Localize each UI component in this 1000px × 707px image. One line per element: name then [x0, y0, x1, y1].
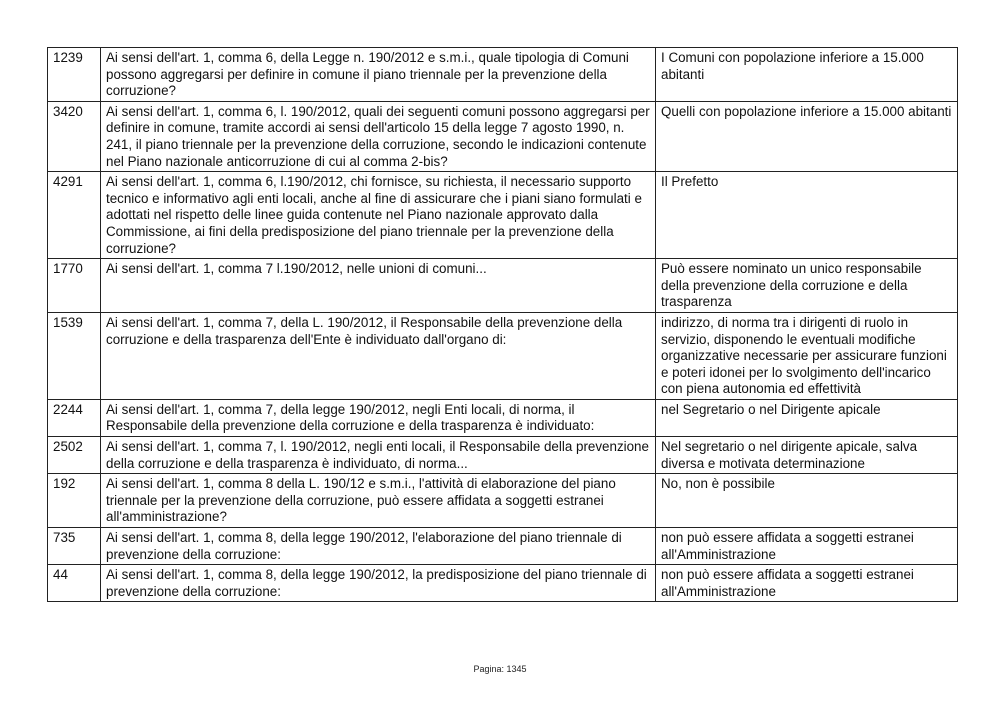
question-id: 1770 — [48, 259, 101, 313]
question-id: 1539 — [48, 312, 101, 399]
answer-text: Può essere nominato un unico responsabile della prevenzione della corruzione e della trasparenza — [656, 259, 958, 313]
table-row — [48, 399, 958, 436]
question-text: Ai sensi dell'art. 1, comma 6, l. 190/2012, quali dei seguenti comuni possono aggregarsi per definire in comune, tramite accordi ai sensi dell'articolo 15 della legge 7 agosto 1990, n. 241, il piano triennale per la prevenzione della corruzione, secondo le indicazioni contenute nel Piano nazionale anticorruzione di cui al comma 2-bis? — [101, 101, 656, 171]
answer-text: Nel segretario o nel dirigente apicale, salva diversa e motivata determinazione — [656, 437, 958, 474]
question-id: 44 — [48, 565, 101, 602]
table-row — [48, 528, 958, 565]
question-id: 2244 — [48, 399, 101, 436]
answer-text: Il Prefetto — [656, 172, 958, 259]
table-row — [48, 437, 958, 474]
table-row — [48, 474, 958, 528]
table-row — [48, 172, 958, 259]
question-id: 4291 — [48, 172, 101, 259]
question-id: 192 — [48, 474, 101, 528]
question-text: Ai sensi dell'art. 1, comma 7, l. 190/2012, negli enti locali, il Responsabile della prevenzione della corruzione e della trasparenza è individuato, di norma... — [101, 437, 656, 474]
table-row — [48, 259, 958, 313]
question-text: Ai sensi dell'art. 1, comma 8, della legge 190/2012, l'elaborazione del piano triennale di prevenzione della corruzione: — [101, 528, 656, 565]
table-row — [48, 101, 958, 171]
question-text: Ai sensi dell'art. 1, comma 6, l.190/2012, chi fornisce, su richiesta, il necessario supporto tecnico e informativo agli enti locali, anche al fine di assicurare che i piani siano formulati e adottati nel rispetto delle linee guida contenute nel Piano nazionale approvato dalla Commissione, ai fini della predisposizione del piano triennale per la prevenzione della corruzione? — [101, 172, 656, 259]
answer-text: non può essere affidata a soggetti estranei all'Amministrazione — [656, 528, 958, 565]
question-id: 1239 — [48, 48, 101, 102]
table-row — [48, 565, 958, 602]
question-text: Ai sensi dell'art. 1, comma 6, della Legge n. 190/2012 e s.m.i., quale tipologia di Comuni possono aggregarsi per definire in comune il piano triennale per la prevenzione della corruzione? — [101, 48, 656, 102]
answer-text: No, non è possibile — [656, 474, 958, 528]
answer-text: non può essere affidata a soggetti estranei all'Amministrazione — [656, 565, 958, 602]
question-text: Ai sensi dell'art. 1, comma 8, della legge 190/2012, la predisposizione del piano triennale di prevenzione della corruzione: — [101, 565, 656, 602]
table-row — [48, 48, 958, 102]
question-id: 735 — [48, 528, 101, 565]
questions-table — [47, 47, 958, 602]
question-text: Ai sensi dell'art. 1, comma 7 l.190/2012, nelle unioni di comuni... — [101, 259, 656, 313]
question-text: Ai sensi dell'art. 1, comma 8 della L. 190/12 e s.m.i., l'attività di elaborazione del piano triennale per la prevenzione della corruzione, può essere affidata a soggetti estranei all'amministrazione? — [101, 474, 656, 528]
answer-text: indirizzo, di norma tra i dirigenti di ruolo in servizio, disponendo le eventuali modifiche organizzative necessarie per assicurare funzioni e poteri idonei per lo svolgimento dell'incarico con piena autonomia ed effettività — [656, 312, 958, 399]
table-row — [48, 312, 958, 399]
question-id: 3420 — [48, 101, 101, 171]
page-number: Pagina: 1345 — [473, 664, 527, 674]
question-id: 2502 — [48, 437, 101, 474]
answer-text: I Comuni con popolazione inferiore a 15.000 abitanti — [656, 48, 958, 102]
answer-text: Quelli con popolazione inferiore a 15.000 abitanti — [656, 101, 958, 171]
question-text: Ai sensi dell'art. 1, comma 7, della legge 190/2012, negli Enti locali, di norma, il Responsabile della prevenzione della corruzione e della trasparenza è individuato: — [101, 399, 656, 436]
answer-text: nel Segretario o nel Dirigente apicale — [656, 399, 958, 436]
question-text: Ai sensi dell'art. 1, comma 7, della L. 190/2012, il Responsabile della prevenzione della corruzione e della trasparenza dell'Ente è individuato dall'organo di: — [101, 312, 656, 399]
